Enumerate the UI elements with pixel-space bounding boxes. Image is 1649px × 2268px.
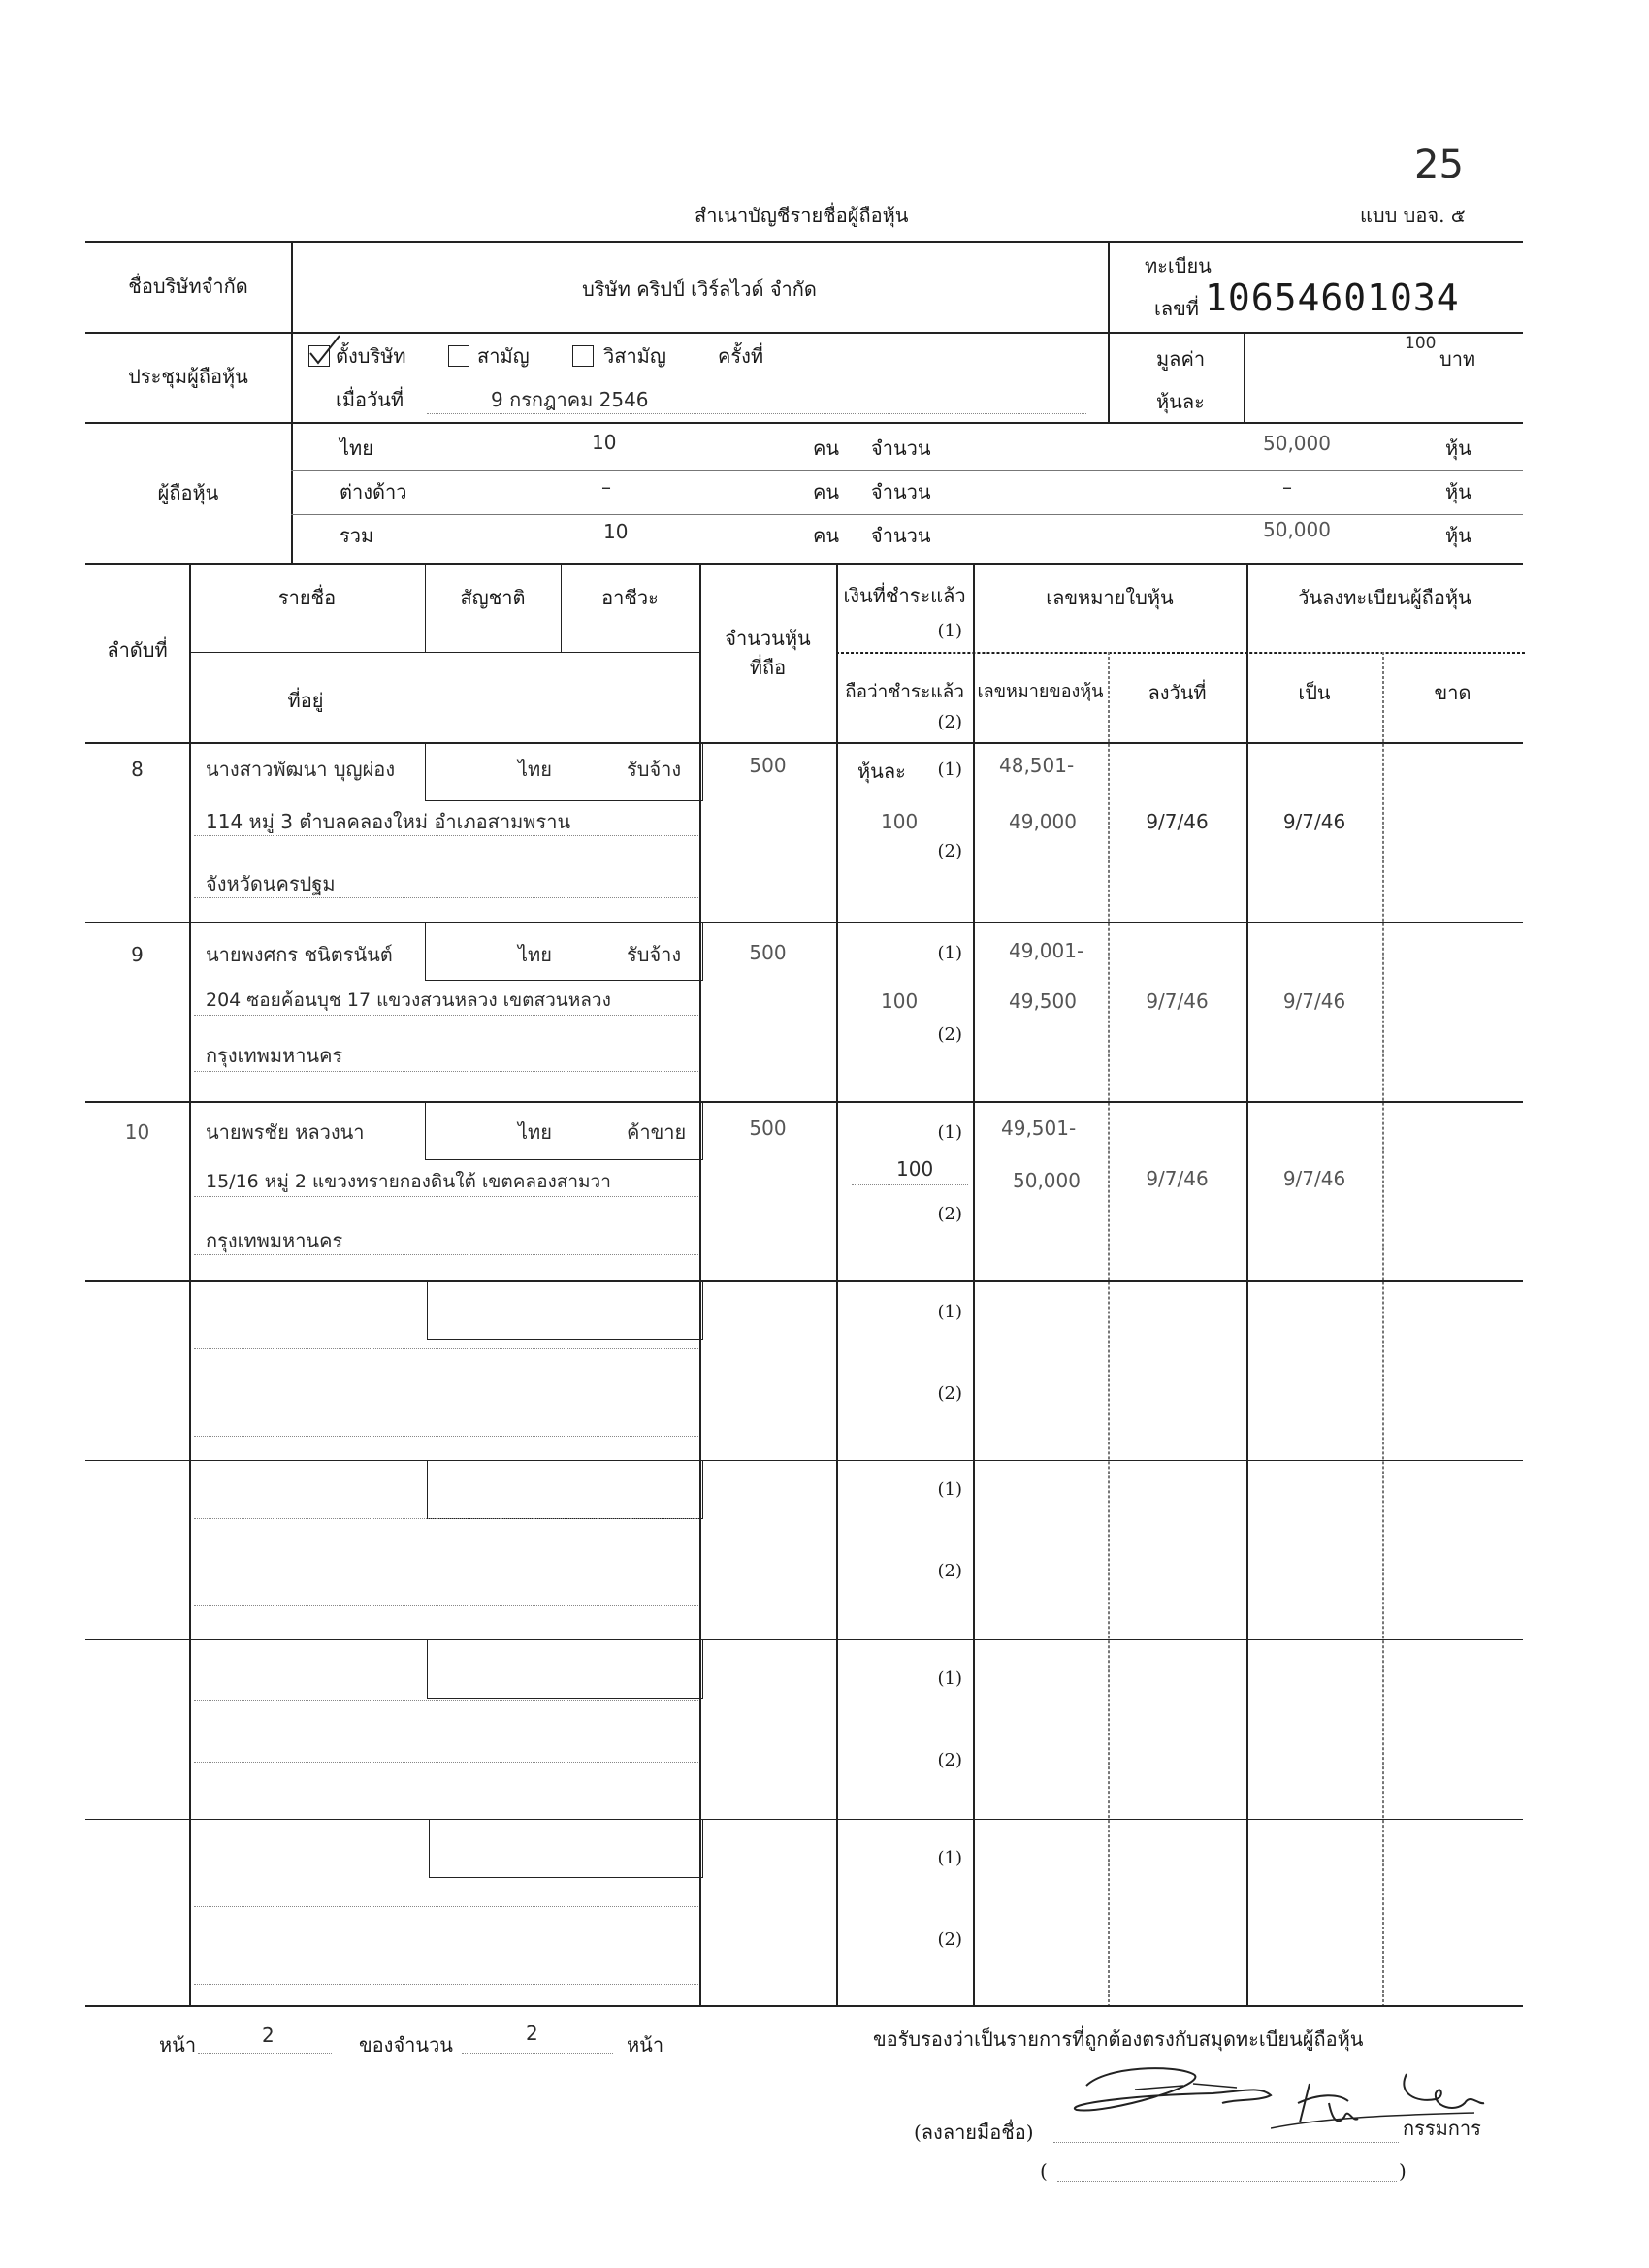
row-seq: 10 xyxy=(124,1120,150,1144)
row-shares: 500 xyxy=(749,941,787,964)
row-reg-in: 9/7/46 xyxy=(1282,1167,1346,1190)
holders-label: ผู้ถือหุ้น xyxy=(157,481,219,504)
row-address-1: 15/16 หมู่ 2 แขวงทรายกองดินใต้ เขตคลองสามวา xyxy=(206,1171,611,1192)
par-value-unit: บาท xyxy=(1439,347,1476,371)
row-cert-date: 9/7/46 xyxy=(1146,810,1209,833)
company-name: บริษัท คริปป์ เวิร์ลไวด์ จำกัด xyxy=(582,277,817,301)
signature-2 xyxy=(1271,2064,1504,2142)
holders-thai-share-unit: หุ้น xyxy=(1445,437,1471,460)
row-nationality: ไทย xyxy=(518,943,552,966)
header-certificate-number: เลขหมายของหุ้น xyxy=(977,681,1104,701)
holders-foreign-label: ต่างด้าว xyxy=(340,480,407,503)
row-paid-mark-2: (2) xyxy=(937,1561,962,1581)
row-name: นางสาวพัฒนา บุญผ่อง xyxy=(206,758,396,781)
par-value-label-1: มูลค่า xyxy=(1156,347,1206,371)
row-occupation: รับจ้าง xyxy=(627,943,682,966)
row-nationality: ไทย xyxy=(518,758,552,781)
name-paren-open: ( xyxy=(1040,2159,1048,2183)
row-shares: 500 xyxy=(749,1117,787,1140)
holders-total-label: รวม xyxy=(340,524,374,547)
holders-thai-amount: 50,000 xyxy=(1263,432,1331,455)
row-paid-mark-2: (2) xyxy=(937,1204,962,1224)
header-certificate-group: เลขหมายใบหุ้น xyxy=(1046,586,1174,609)
row-address-1: 114 หมู่ 3 ตำบลคลองใหม่ อำเภอสามพราน xyxy=(206,810,571,833)
header-certificate-date: ลงวันที่ xyxy=(1148,681,1207,704)
footer-page-label: หน้า xyxy=(159,2033,197,2057)
table-row-empty xyxy=(85,1280,1523,1460)
table-row-empty xyxy=(85,1819,1523,2005)
row-paid-mark-2: (2) xyxy=(937,1024,962,1045)
row-paid-mark-1: (1) xyxy=(937,1122,962,1143)
row-paid-prefix: หุ้นละ xyxy=(857,760,906,783)
registration-number: 10654601034 xyxy=(1205,276,1460,319)
table-row xyxy=(85,1101,1523,1280)
meeting-option-incorporation: ตั้งบริษัท xyxy=(336,344,406,368)
holders-total-amount: 50,000 xyxy=(1263,518,1331,541)
table-row-empty xyxy=(85,1639,1523,1819)
row-paid-mark-1: (1) xyxy=(937,1669,962,1689)
row-paid-mark-1: (1) xyxy=(937,1302,962,1322)
header-paid-2: ถือว่าชำระแล้ว xyxy=(845,681,964,702)
row-address-2: กรุงเทพมหานคร xyxy=(206,1229,343,1252)
registration-label-2: เลขที่ xyxy=(1154,297,1199,320)
row-cert-date: 9/7/46 xyxy=(1146,989,1209,1013)
header-registration-group: วันลงทะเบียนผู้ถือหุ้น xyxy=(1298,586,1471,609)
row-cert-date: 9/7/46 xyxy=(1146,1167,1209,1190)
row-cert-from: 49,501- xyxy=(1001,1117,1077,1140)
row-cert-to: 50,000 xyxy=(1013,1169,1081,1192)
header-nationality: สัญชาติ xyxy=(460,586,526,609)
row-nationality: ไทย xyxy=(518,1120,552,1144)
row-paid-mark-2: (2) xyxy=(937,841,962,861)
row-paid-mark-1: (1) xyxy=(937,1848,962,1868)
signatory-role: กรรมการ xyxy=(1403,2117,1481,2140)
holders-foreign-share-unit: หุ้น xyxy=(1445,480,1471,503)
holders-thai-person-unit: คน xyxy=(813,437,840,460)
form-code: แบบ บอจ. ๕ xyxy=(1360,204,1466,227)
holders-total-person-unit: คน xyxy=(813,524,840,547)
footer-page-number: 2 xyxy=(262,2024,275,2047)
row-occupation: ค้าขาย xyxy=(627,1120,687,1144)
footer-page-label-2: หน้า xyxy=(627,2033,664,2057)
holders-total-persons: 10 xyxy=(603,520,629,543)
row-paid-mark-1: (1) xyxy=(937,943,962,963)
row-paid: 100 xyxy=(896,1157,934,1181)
row-paid-mark-1: (1) xyxy=(937,760,962,780)
holders-foreign-amount: – xyxy=(1282,475,1292,499)
name-paren-close: ) xyxy=(1399,2159,1406,2183)
holders-total-share-unit: หุ้น xyxy=(1445,524,1471,547)
header-occupation: อาชีวะ xyxy=(601,586,659,609)
row-reg-in: 9/7/46 xyxy=(1282,810,1346,833)
header-paid-1-mark: (1) xyxy=(937,621,962,641)
signature-label: (ลงลายมือชื่อ) xyxy=(914,2121,1034,2144)
meeting-option-ordinary: สามัญ xyxy=(477,344,530,368)
table-row xyxy=(85,742,1523,922)
footer-total-pages: 2 xyxy=(526,2022,538,2045)
holders-total-amount-label: จำนวน xyxy=(871,524,931,547)
checkbox-ordinary[interactable] xyxy=(448,345,469,367)
row-cert-to: 49,000 xyxy=(1009,810,1077,833)
row-seq: 9 xyxy=(131,943,144,966)
header-seq: ลำดับที่ xyxy=(107,638,168,662)
row-paid-mark-1: (1) xyxy=(937,1479,962,1500)
row-occupation: รับจ้าง xyxy=(627,758,682,781)
company-label: ชื่อบริษัทจำกัด xyxy=(128,275,248,298)
header-registration-in: เป็น xyxy=(1298,681,1331,704)
par-value: 100 xyxy=(1405,334,1437,353)
footer-of-label: ของจำนวน xyxy=(359,2033,453,2057)
page-number: 25 xyxy=(1414,143,1464,187)
signature-1 xyxy=(1067,2057,1290,2134)
meeting-label: ประชุมผู้ถือหุ้น xyxy=(128,365,248,388)
header-shares-held-1: จำนวนหุ้น xyxy=(725,627,811,650)
row-cert-to: 49,500 xyxy=(1009,989,1077,1013)
header-shares-held-2: ที่ถือ xyxy=(749,656,787,679)
row-name: นายพรชัย หลวงนา xyxy=(206,1120,365,1144)
header-name: รายชื่อ xyxy=(277,586,337,609)
holders-foreign-person-unit: คน xyxy=(813,480,840,503)
registration-label-1: ทะเบียน xyxy=(1145,254,1212,277)
meeting-date-label: เมื่อวันที่ xyxy=(336,388,404,411)
holders-thai-label: ไทย xyxy=(340,437,373,460)
header-registration-out: ขาด xyxy=(1434,681,1471,704)
row-paid-mark-2: (2) xyxy=(937,1383,962,1404)
holders-thai-amount-label: จำนวน xyxy=(871,437,931,460)
row-address-2: กรุงเทพมหานคร xyxy=(206,1044,343,1067)
row-shares: 500 xyxy=(749,754,787,777)
row-cert-from: 48,501- xyxy=(999,754,1075,777)
row-paid: 100 xyxy=(881,989,919,1013)
row-seq: 8 xyxy=(131,758,144,781)
certification-statement: ขอรับรองว่าเป็นรายการที่ถูกต้องตรงกับสมุดทะเบียนผู้ถือหุ้น xyxy=(873,2027,1364,2051)
holders-foreign-persons: – xyxy=(601,475,611,499)
meeting-date: 9 กรกฎาคม 2546 xyxy=(491,388,649,411)
checkbox-extraordinary[interactable] xyxy=(572,345,594,367)
row-address-2: จังหวัดนครปฐม xyxy=(206,872,336,895)
par-value-label-2: หุ้นละ xyxy=(1156,390,1205,413)
row-address-1: 204 ซอยค้อนบุช 17 แขวงสวนหลวง เขตสวนหลวง xyxy=(206,989,611,1011)
header-address: ที่อยู่ xyxy=(287,689,324,712)
table-row-empty xyxy=(85,1460,1523,1639)
meeting-option-extraordinary: วิสามัญ xyxy=(603,344,666,368)
header-paid-2-mark: (2) xyxy=(937,712,962,732)
row-cert-from: 49,001- xyxy=(1009,939,1084,962)
header-paid-1: เงินที่ชำระแล้ว xyxy=(843,584,966,607)
row-name: นายพงศกร ชนิตรนันต์ xyxy=(206,943,393,966)
row-paid: 100 xyxy=(881,810,919,833)
document-title: สำเนาบัญชีรายชื่อผู้ถือหุ้น xyxy=(695,204,909,227)
row-paid-mark-2: (2) xyxy=(937,1750,962,1770)
holders-foreign-amount-label: จำนวน xyxy=(871,480,931,503)
row-paid-mark-2: (2) xyxy=(937,1929,962,1950)
meeting-round-label: ครั้งที่ xyxy=(718,344,764,368)
row-reg-in: 9/7/46 xyxy=(1282,989,1346,1013)
table-row xyxy=(85,922,1523,1101)
holders-thai-persons: 10 xyxy=(592,431,617,454)
